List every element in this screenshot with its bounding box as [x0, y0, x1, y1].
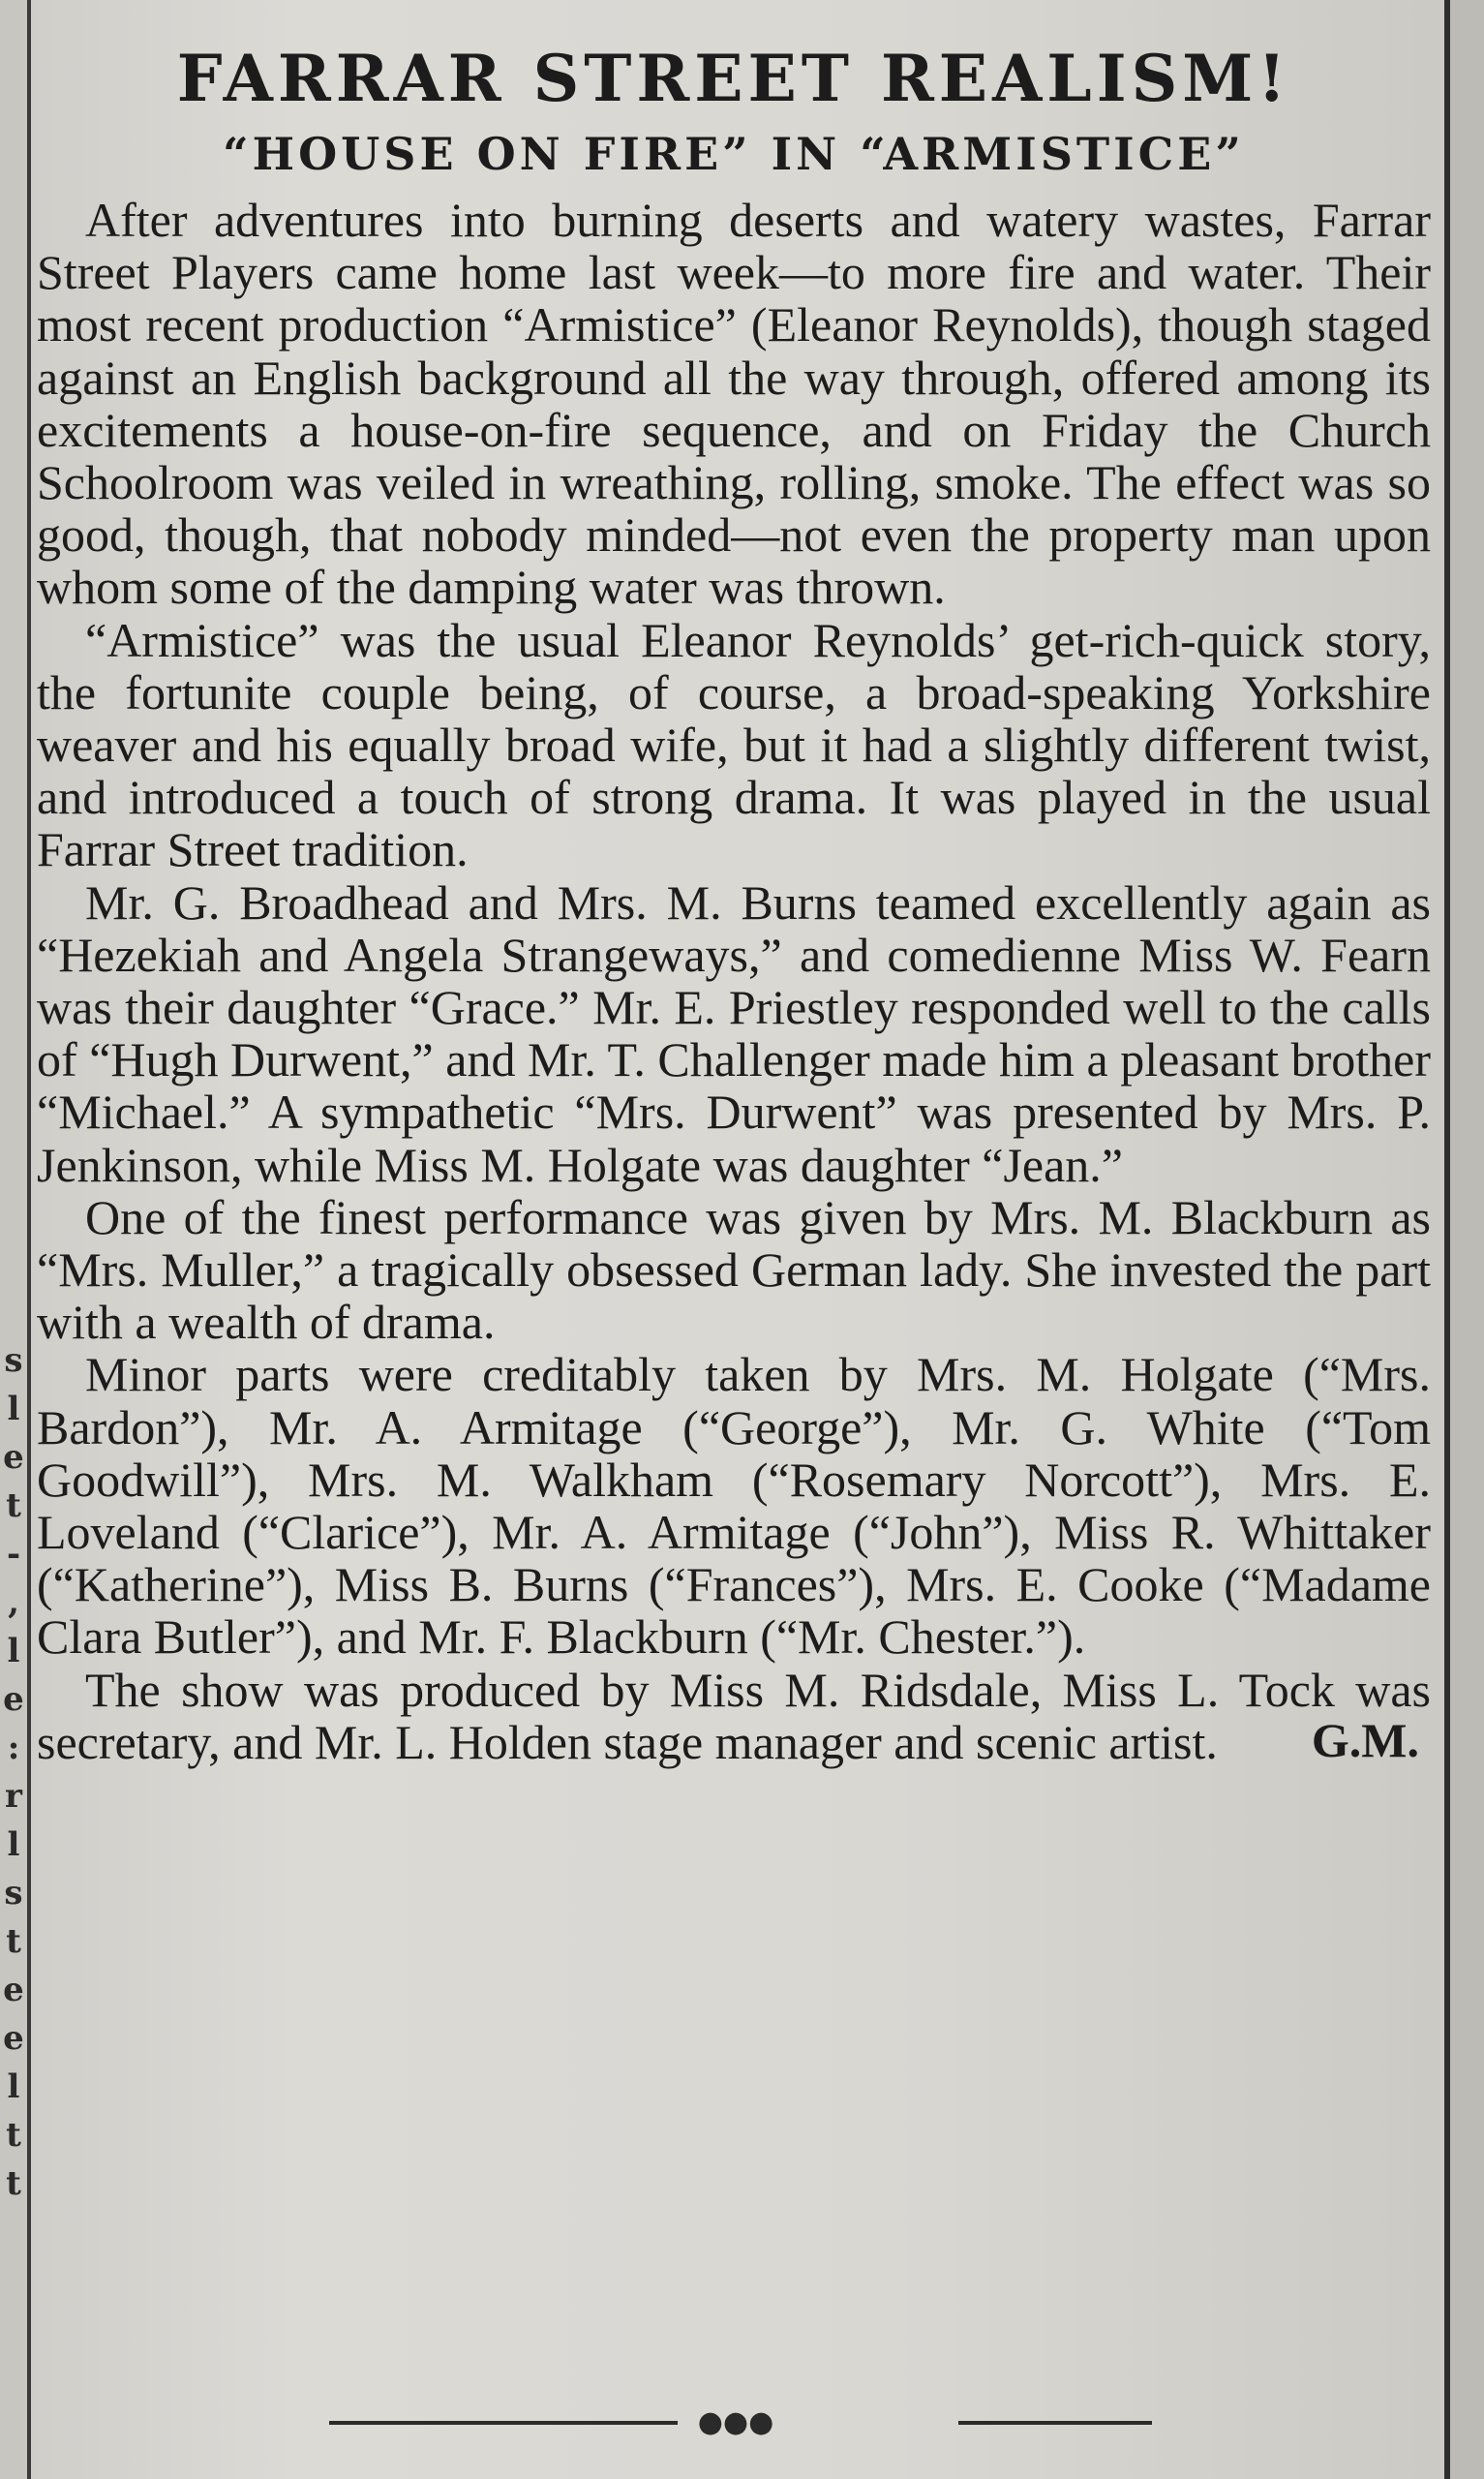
article-subheadline: “HOUSE ON FIRE” IN “ARMISTICE” [223, 128, 1245, 180]
edge-fragment: e [3, 1971, 24, 2009]
article-paragraph: One of the finest performance was given by Mrs. M. Blackburn as “Mrs. Muller,” a tragically obsessed German lady. She invested the part with a wealth of drama. [37, 1189, 1431, 1350]
article-paragraph: The show was produced by Miss M. Ridsdale, Miss L. Tock was secretary, and Mr. L. Holden stage manager and scenic artist. [37, 1662, 1431, 1769]
edge-fragment: l [7, 2067, 20, 2106]
adjacent-column-fragments [2, 1336, 25, 2208]
article-body [37, 194, 1431, 1768]
left-column-rule [27, 0, 31, 2479]
edge-fragment: l [7, 1390, 20, 1428]
article-headline: FARRAR STREET REALISM! [176, 41, 1291, 116]
edge-fragment: t [6, 2116, 21, 2155]
article-paragraph: Minor parts were creditably taken by Mrs. M. Holgate (“Mrs. Bardon”), Mr. A. Armitage (“George”), Mr. G. White (“Tom Goodwill”), Mrs. M. Walkham (“Rosemary Norcott”), Mrs. E. Loveland (“Clarice”), Mr. A. Armitage (“John”), Miss R. Whittaker (“Katherine”), Miss B. Burns (“Frances”), Mrs. E. Cooke (“Madame Clara Butler”), and Mr. F. Blackburn (“Mr. Chester.”). [37, 1347, 1431, 1665]
edge-fragment: : [7, 1729, 20, 1767]
edge-fragment: , [8, 1583, 19, 1622]
edge-fragment: l [7, 1632, 20, 1670]
edge-fragment: t [6, 2164, 21, 2203]
article-paragraph: “Armistice” was the usual Eleanor Reynolds’ get-rich-quick story, the fortunite couple being, of course, a broad-speaking Yorkshire weaver and his equally broad wife, but it had a slightly different twist, and introduced a touch of strong drama. It was played in the usual Farrar Street tradition. [37, 612, 1431, 877]
final-paragraph-block [37, 1664, 1431, 1768]
edge-fragment: r [5, 1777, 22, 1816]
edge-fragment: l [7, 1825, 20, 1864]
end-ornament: ●●● [697, 2405, 774, 2439]
edge-fragment: t [6, 1922, 21, 1961]
edge-fragment: e [3, 2019, 24, 2058]
article-paragraph: After adventures into burning deserts and watery wastes, Farrar Street Players came home last week—to more fire and water. Their most recent production “Armistice” (Eleanor Reynolds), though staged against an English background all the way through, offered among its excitements a house-on-fire sequence, and on Friday the Church Schoolroom was veiled in wreathing, rolling, smoke. The effect was so good, though, that nobody minded—not even the property man upon whom some of the damping water was thrown. [37, 193, 1431, 615]
right-margin-strip [1450, 0, 1484, 2479]
newspaper-article [37, 17, 1431, 1768]
edge-fragment: e [3, 1438, 24, 1477]
edge-fragment: - [6, 1535, 21, 1574]
end-rule-right [958, 2421, 1152, 2425]
edge-fragment: s [4, 1341, 23, 1380]
edge-fragment: s [4, 1874, 23, 1913]
article-paragraph: Mr. G. Broadhead and Mrs. M. Burns teamed excellently again as “Hezekiah and Angela Strangeways,” and comedienne Miss W. Fearn was their daughter “Grace.” Mr. E. Priestley responded well to the calls of “Hugh Durwent,” and Mr. T. Challenger made him a pleasant brother “Michael.” A sympathetic “Mrs. Durwent” was presented by Mrs. P. Jenkinson, while Miss M. Holgate was daughter “Jean.” [37, 874, 1431, 1192]
edge-fragment: e [3, 1680, 24, 1719]
end-rule-left [329, 2421, 678, 2425]
author-signature: G.M. [1311, 1712, 1419, 1767]
edge-fragment: t [6, 1486, 21, 1525]
